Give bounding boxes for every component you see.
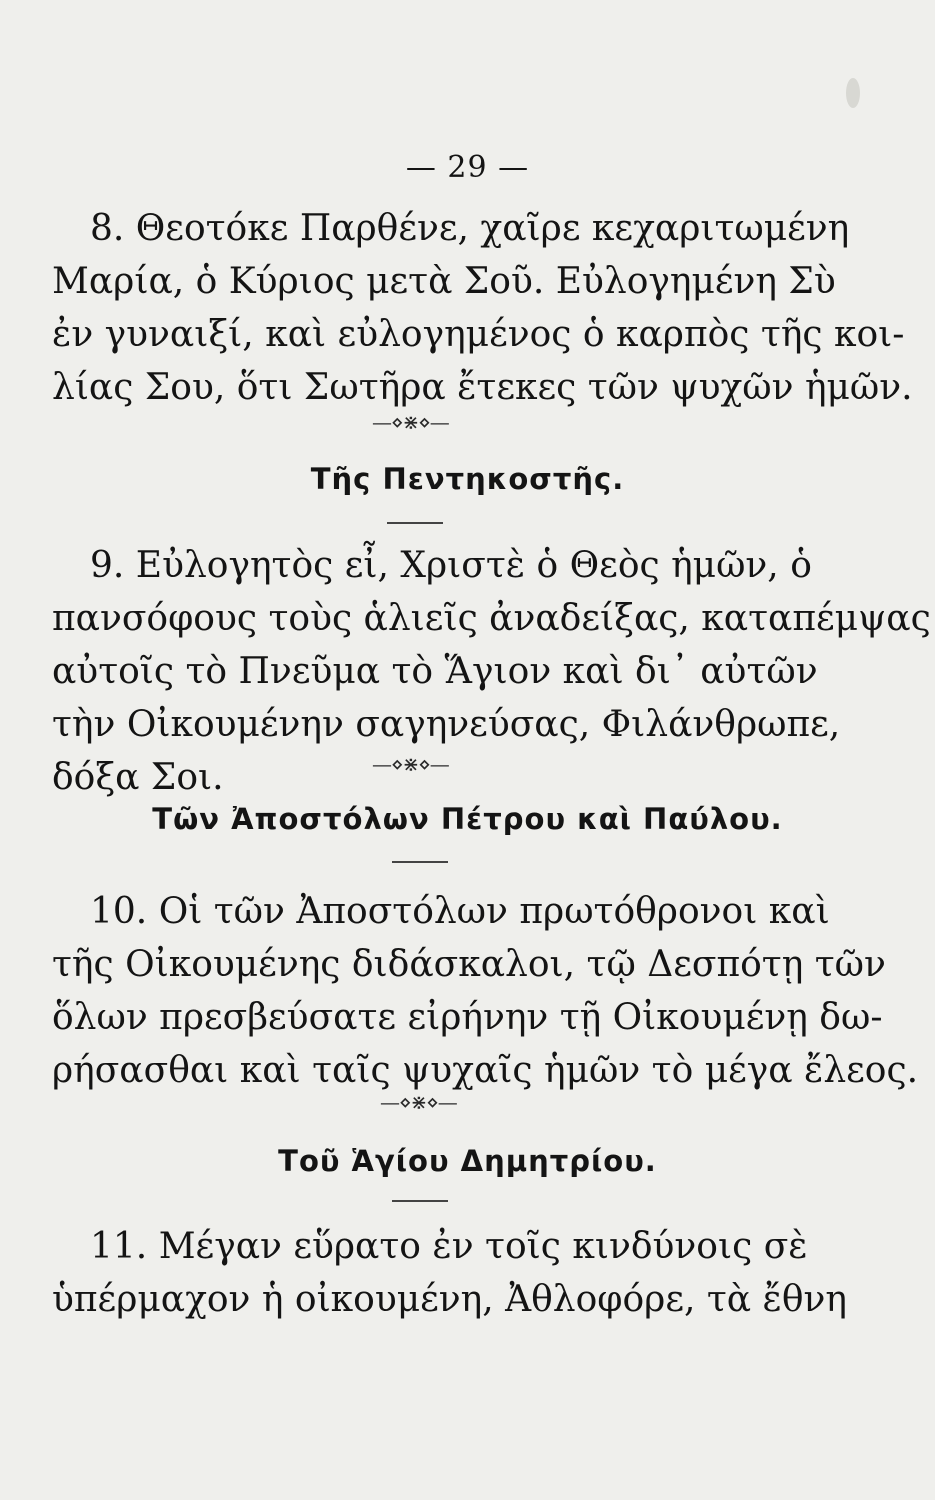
- paragraph-line: 10. Οἱ τῶν Ἀποστόλων πρωτόθρονοι καὶ: [90, 891, 830, 932]
- paragraph-line: 8. Θεοτόκε Παρθένε, χαῖρε κεχαριτωμένη: [90, 208, 850, 249]
- section-heading: Τοῦ Ἁγίου Δημητρίου.: [278, 1144, 657, 1178]
- paragraph-10: [52, 885, 919, 1097]
- paper-stain: [846, 78, 860, 108]
- paragraph-line: ἐν γυναιξί, καὶ εὐλογημένος ὁ καρπὸς τῆς κοι-: [52, 314, 905, 355]
- paragraph-8: [52, 202, 913, 414]
- section-ornament: —⋄⋇⋄—: [372, 752, 449, 776]
- heading-rule: [392, 1200, 448, 1202]
- heading-rule: [392, 861, 448, 863]
- paragraph-11: [52, 1220, 847, 1326]
- page-number: — 29 —: [405, 150, 530, 185]
- paragraph-line: ὅλων πρεσβεύσατε εἰρήνην τῇ Οἰκουμένῃ δω-: [52, 997, 883, 1038]
- section-heading: Τῶν Ἀποστόλων Πέτρου καὶ Παύλου.: [152, 802, 783, 836]
- paragraph-line: αὐτοῖς τὸ Πνεῦμα τὸ Ἅγιον καὶ δι᾿ αὐτῶν: [52, 651, 818, 692]
- section-ornament: —⋄⋇⋄—: [380, 1090, 457, 1114]
- paragraph-line: τὴν Οἰκουμένην σαγηνεύσας, Φιλάνθρωπε,: [52, 704, 841, 745]
- section-ornament: —⋄⋇⋄—: [372, 410, 449, 434]
- paragraph-line: λίας Σου, ὅτι Σωτῆρα ἔτεκες τῶν ψυχῶν ἡμῶν.: [52, 367, 913, 408]
- paragraph-line: ρήσασθαι καὶ ταῖς ψυχαῖς ἡμῶν τὸ μέγα ἔλεος.: [52, 1050, 919, 1091]
- paragraph-line: 11. Μέγαν εὕρατο ἐν τοῖς κινδύνοις σὲ: [90, 1226, 808, 1267]
- heading-rule: [387, 522, 443, 524]
- paragraph-line: 9. Εὐλογητὸς εἶ, Χριστὲ ὁ Θεὸς ἡμῶν, ὁ: [90, 545, 812, 586]
- paragraph-line: Μαρία, ὁ Κύριος μετὰ Σοῦ. Εὐλογημένη Σὺ: [52, 261, 836, 302]
- section-heading: Τῆς Πεντηκοστῆς.: [310, 462, 625, 496]
- paragraph-line: τῆς Οἰκουμένης διδάσκαλοι, τῷ Δεσπότῃ τῶν: [52, 944, 886, 985]
- paragraph-line: ὑπέρμαχον ἡ οἰκουμένη, Ἀθλοφόρε, τὰ ἔθνη: [52, 1279, 847, 1320]
- paragraph-line: δόξα Σοι.: [52, 757, 224, 798]
- paragraph-line: πανσόφους τοὺς ἁλιεῖς ἀναδείξας, καταπέμψας: [52, 598, 931, 639]
